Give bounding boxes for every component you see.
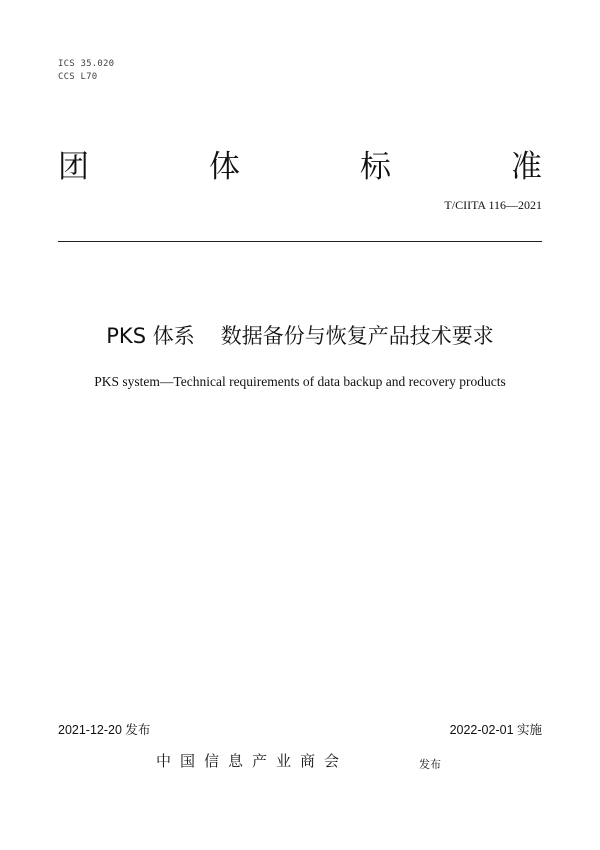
ccs-code: CCS L70 — [58, 72, 98, 82]
header-divider — [58, 241, 542, 242]
chinese-title — [0, 320, 600, 350]
standard-number: T/CIITA 116—2021 — [444, 198, 542, 212]
standard-type-char-2: 体 — [209, 148, 240, 185]
standard-type-char-3: 标 — [360, 148, 391, 185]
chinese-title-part2: 数据备份与恢复产品技术要求 — [220, 324, 494, 348]
english-title: PKS system—Technical requirements of data backup and recovery products — [94, 374, 506, 389]
standard-type-heading — [58, 138, 542, 188]
date-row — [58, 720, 542, 738]
issue-date: 2021-12-20 发布 — [58, 723, 151, 737]
publisher-name: 中国信息产业商会 — [156, 752, 349, 770]
publish-label: 发布 — [419, 758, 441, 771]
classification-codes — [58, 58, 114, 84]
implementation-date: 2022-02-01 实施 — [449, 723, 542, 737]
standard-type-char-1: 团 — [58, 148, 89, 185]
ics-code: ICS 35.020 — [58, 59, 115, 69]
standard-type-char-4: 准 — [511, 148, 542, 185]
chinese-title-part1: PKS 体系 — [106, 324, 195, 348]
